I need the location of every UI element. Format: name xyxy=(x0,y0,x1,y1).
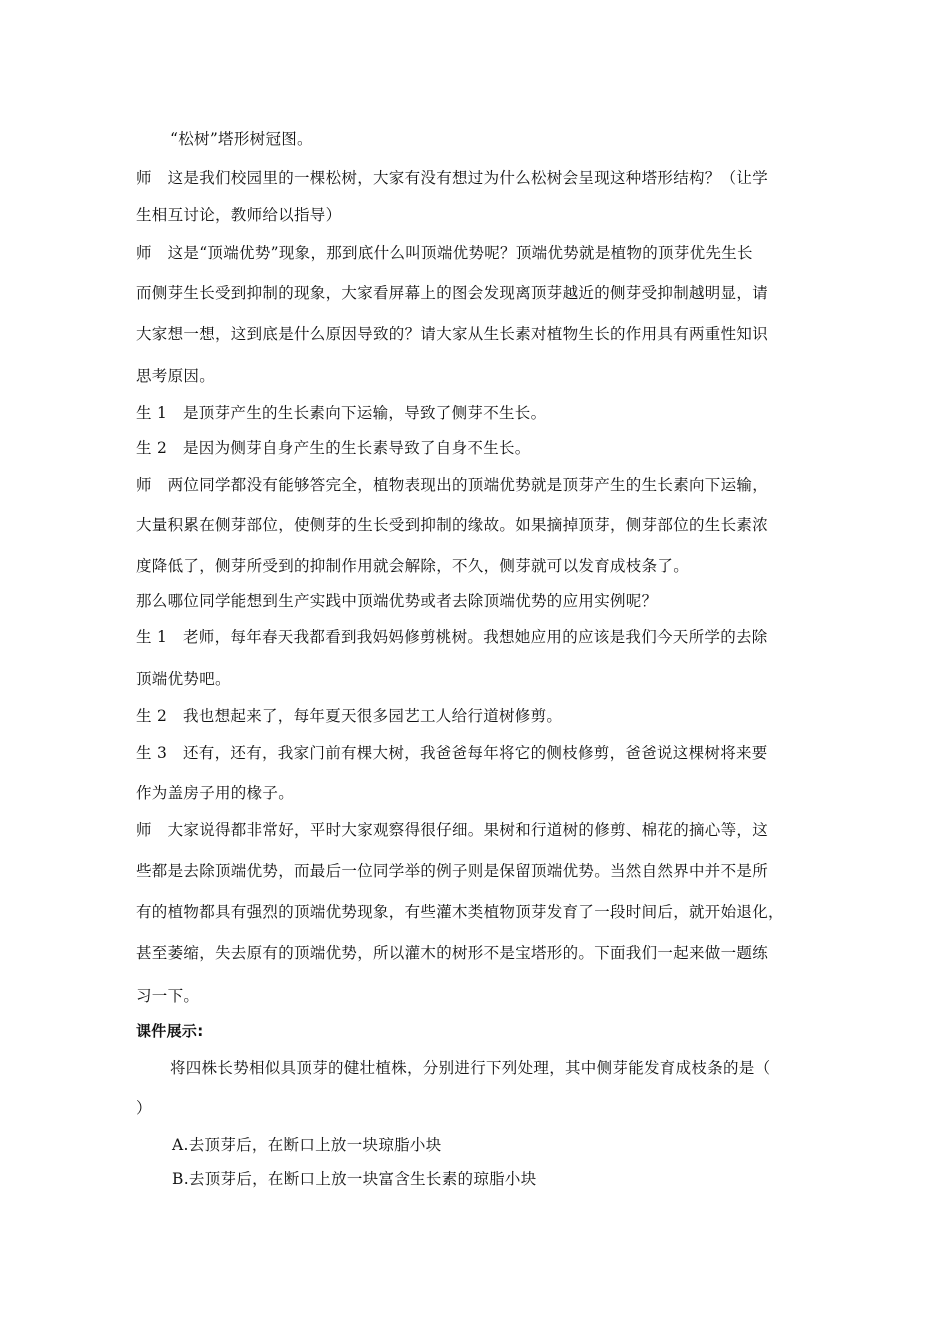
paragraph-line: 大量积累在侧芽部位，使侧芽的生长受到抑制的缘故。如果摘掉顶芽，侧芽部位的生长素浓 xyxy=(136,516,769,534)
section-heading: 课件展示: xyxy=(136,1022,204,1040)
paragraph-line: 那么哪位同学能想到生产实践中顶端优势或者去除顶端优势的应用实例呢？ xyxy=(136,592,658,610)
paragraph-line: 师 两位同学都没有能够答完全，植物表现出的顶端优势就是顶芽产生的生长素向下运输， xyxy=(136,476,769,494)
paragraph-line: 思考原因。 xyxy=(136,367,216,385)
question-stem: 将四株长势相似具顶芽的健壮植株，分别进行下列处理，其中侧芽能发育成枝条的是（ xyxy=(170,1059,771,1077)
paragraph-line: 生相互讨论，教师给以指导） xyxy=(136,206,342,224)
paragraph-line: 师 这是“顶端优势”现象，那到底什么叫顶端优势呢？顶端优势就是植物的顶芽优先生长 xyxy=(136,244,753,262)
paragraph-line: 有的植物都具有强烈的顶端优势现象，有些灌木类植物顶芽发育了一段时间后，就开始退化， xyxy=(136,903,784,921)
paragraph-line: 度降低了，侧芽所受到的抑制作用就会解除，不久，侧芽就可以发育成枝条了。 xyxy=(136,557,690,575)
paragraph-line: 大家想一想，这到底是什么原因导致的？请大家从生长素对植物生长的作用具有两重性知识 xyxy=(136,325,769,343)
option-a: A.去顶芽后，在断口上放一块琼脂小块 xyxy=(172,1136,442,1154)
paragraph-line: 师 这是我们校园里的一棵松树，大家有没有想过为什么松树会呈现这种塔形结构？（让学 xyxy=(136,169,769,187)
paragraph-line: 顶端优势吧。 xyxy=(136,670,231,688)
paragraph-line: 些都是去除顶端优势，而最后一位同学举的例子则是保留顶端优势。当然自然界中并不是所 xyxy=(136,862,769,880)
paragraph-line: 习一下。 xyxy=(136,987,200,1005)
option-b: B.去顶芽后，在断口上放一块富含生长素的琼脂小块 xyxy=(172,1170,537,1188)
paragraph-line: 甚至萎缩，失去原有的顶端优势，所以灌木的树形不是宝塔形的。下面我们一起来做一题练 xyxy=(136,944,769,962)
question-stem-end: ） xyxy=(136,1099,152,1117)
paragraph-line: 生 1 是顶芽产生的生长素向下运输，导致了侧芽不生长。 xyxy=(136,404,547,422)
paragraph-line: 生 2 我也想起来了，每年夏天很多园艺工人给行道树修剪。 xyxy=(136,707,563,725)
paragraph-line: 生 2 是因为侧芽自身产生的生长素导致了自身不生长。 xyxy=(136,439,531,457)
caption-line: “松树”塔形树冠图。 xyxy=(170,130,313,148)
paragraph-line: 师 大家说得都非常好，平时大家观察得很仔细。果树和行道树的修剪、棉花的摘心等，这 xyxy=(136,821,769,839)
paragraph-line: 生 3 还有，还有，我家门前有棵大树，我爸爸每年将它的侧枝修剪，爸爸说这棵树将来要 xyxy=(136,744,768,762)
paragraph-line: 生 1 老师，每年春天我都看到我妈妈修剪桃树。我想她应用的应该是我们今天所学的去除 xyxy=(136,628,768,646)
paragraph-line: 而侧芽生长受到抑制的现象，大家看屏幕上的图会发现离顶芽越近的侧芽受抑制越明显，请 xyxy=(136,284,769,302)
paragraph-line: 作为盖房子用的椽子。 xyxy=(136,784,295,802)
